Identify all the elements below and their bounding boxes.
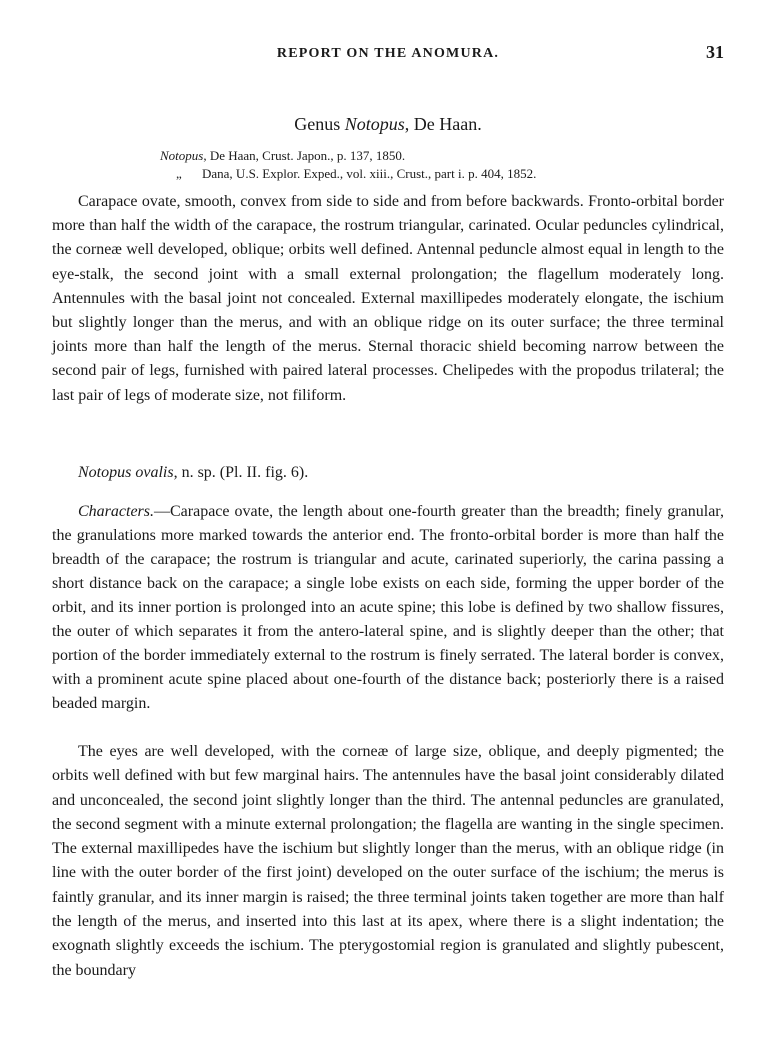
reference-text: , De Haan, Crust. Japon., p. 137, 1850. [203,148,406,163]
species-name: Notopus ovalis [78,464,174,481]
running-title: REPORT ON THE ANOMURA. [276,46,500,61]
species-heading [78,464,308,482]
genus-description: Carapace ovate, smooth, convex from side to side and from before backwards. Fronto-orbital border more than half the width of the carapace, the rostrum triangular, carinated. Ocular peduncles cylindrical, the corneæ well developed, oblique; orbits well defined. Antennal peduncle almost equal in length to the eye-stalk, the second joint with a small external prolongation; the flagellum moderately long. Antennules with the basal joint not concealed. External maxillipedes moderately elongate, the ischium but slightly longer than the merus, and with an oblique ridge on its outer surface; the three terminal joints more than half the length of the merus. Sternal thoracic shield becoming narrow between the second pair of legs, furnished with paired lateral processes. Chelipedes with the propodus trilateral; the last pair of legs of moderate size, not filiform. [52,193,724,404]
genus-prefix: Genus [294,114,345,134]
species-rest: , n. sp. (Pl. II. fig. 6). [173,464,309,481]
reference-lead: Notopus [160,148,204,163]
running-head [52,42,724,70]
reference-line [160,165,536,183]
genus-heading [0,114,776,135]
reference-line [160,147,536,165]
ditto-mark: „ [176,166,182,181]
genus-authority: , De Haan. [404,114,482,134]
characters-label: Characters. [78,503,154,520]
characters-paragraph [52,500,724,716]
genus-name: Notopus [344,114,405,134]
reference-text: Dana, U.S. Explor. Exped., vol. xiii., Crust., part i. p. 404, 1852. [202,166,537,181]
eyes-paragraph: The eyes are well developed, with the corneæ of large size, oblique, and deeply pigmented; the orbits well defined with but few marginal hairs. The antennules have the basal joint considerably dilated and unconcealed, the second joint slightly longer than the third. The antennal peduncles are granulated, the second segment with a minute external prolongation; the flagella are wanting in the single specimen. The external maxillipedes have the ischium but slightly longer than the merus, with an oblique ridge (in line with the outer border of the first joint) developed on the outer surface of the ischium; the merus is faintly granular, and its inner margin is raised; the three terminal joints taken together are more than half the length of the merus, and inserted into this last at its apex, where there is a slight indentation; the exognath slightly exceeds the ischium. The pterygostomial region is granulated and slightly pubescent, the boundary [52,743,724,979]
characters-text: —Carapace ovate, the length about one-fourth greater than the breadth; finely granular, the granulations more marked towards the anterior end. The fronto-orbital border is more than half the breadth of the carapace; the rostrum is triangular and acute, carinated superiorly, the carina passing a short distance back on the carapace; a single lobe exists on each side, forming the upper border of the orbit, and its inner portion is prolonged into an acute spine; this lobe is defined by two shallow fissures, the outer of which separates it from the antero-lateral spine, and is slightly deeper than the other; that portion of the border immediately external to the rostrum is finely serrated. The lateral border is convex, with a prominent acute spine placed about one-fourth of the distance back; posteriorly there is a raised beaded margin. [52,503,724,712]
page-number: 31 [706,42,724,62]
reference-list [160,147,536,183]
